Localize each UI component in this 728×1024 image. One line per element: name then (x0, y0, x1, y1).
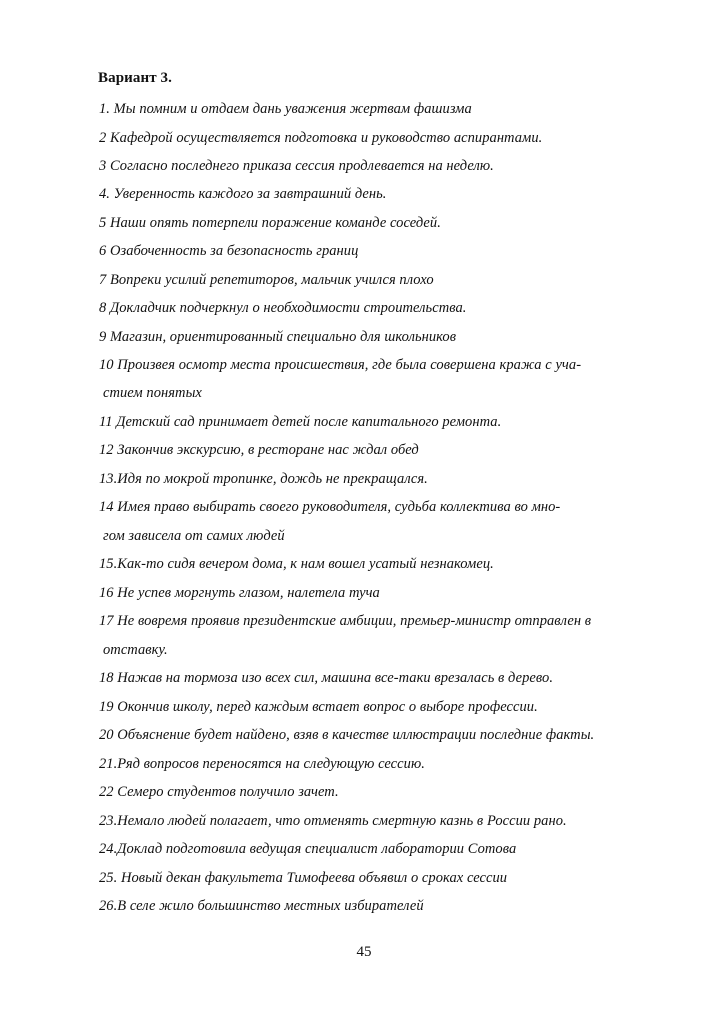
variant-heading: Вариант 3. (98, 70, 173, 86)
sentence-line: 17 Не вовремя проявив президентские амбиции, премьер-министр отправлен в (99, 613, 592, 629)
sentence-line: 19 Окончив школу, перед каждым встает вопрос о выборе профессии. (99, 699, 538, 715)
sentence-continuation: стием понятых (103, 385, 202, 401)
sentence-line: 23.Немало людей полагает, что отменять смертную казнь в России рано. (99, 813, 567, 829)
sentence-line: 24.Доклад подготовила ведущая специалист лаборатории Сотова (99, 841, 517, 857)
sentence-line: 8 Докладчик подчеркнул о необходимости строительства. (99, 300, 467, 316)
sentence-line: 3 Согласно последнего приказа сессия продлевается на неделю. (99, 158, 494, 174)
sentence-line: 21.Ряд вопросов переносятся на следующую сессию. (99, 756, 425, 772)
sentence-line: 11 Детский сад принимает детей после капитального ремонта. (99, 414, 502, 430)
sentence-line: 13.Идя по мокрой тропинке, дождь не прекращался. (99, 471, 428, 487)
sentence-line: 10 Произвея осмотр места происшествия, где была совершена кража с уча- (99, 357, 582, 373)
sentence-continuation: гом зависела от самих людей (103, 528, 285, 544)
sentence-line: 12 Закончив экскурсию, в ресторане нас ждал обед (99, 442, 419, 458)
sentence-line: 1. Мы помним и отдаем дань уважения жертвам фашизма (99, 101, 472, 117)
sentence-line: 6 Озабоченность за безопасность границ (99, 243, 359, 259)
sentence-line: 20 Объяснение будет найдено, взяв в качестве иллюстрации последние факты. (99, 727, 595, 743)
sentence-line: 4. Уверенность каждого за завтрашний день. (99, 186, 387, 202)
sentence-line: 9 Магазин, ориентированный специально для школьников (99, 329, 457, 345)
sentence-line: 14 Имея право выбирать своего руководителя, судьба коллектива во мно- (99, 499, 561, 515)
sentence-continuation: отставку. (103, 642, 168, 658)
sentence-line: 16 Не успев моргнуть глазом, налетела туча (99, 585, 380, 601)
sentence-line: 7 Вопреки усилий репетиторов, мальчик учился плохо (99, 272, 434, 288)
sentence-line: 15.Как-то сидя вечером дома, к нам вошел усатый незнакомец. (99, 556, 494, 572)
sentence-line: 5 Наши опять потерпели поражение команде соседей. (99, 215, 441, 231)
sentence-line: 18 Нажав на тормоза изо всех сил, машина все-таки врезалась в дерево. (99, 670, 553, 686)
sentence-line: 2 Кафедрой осуществляется подготовка и руководство аспирантами. (99, 130, 543, 146)
page-number: 45 (356, 944, 372, 960)
sentence-line: 25. Новый декан факультета Тимофеева объявил о сроках сессии (99, 870, 508, 886)
sentence-line: 26.В селе жило большинство местных избирателей (99, 898, 424, 914)
sentence-line: 22 Семеро студентов получило зачет. (99, 784, 339, 800)
